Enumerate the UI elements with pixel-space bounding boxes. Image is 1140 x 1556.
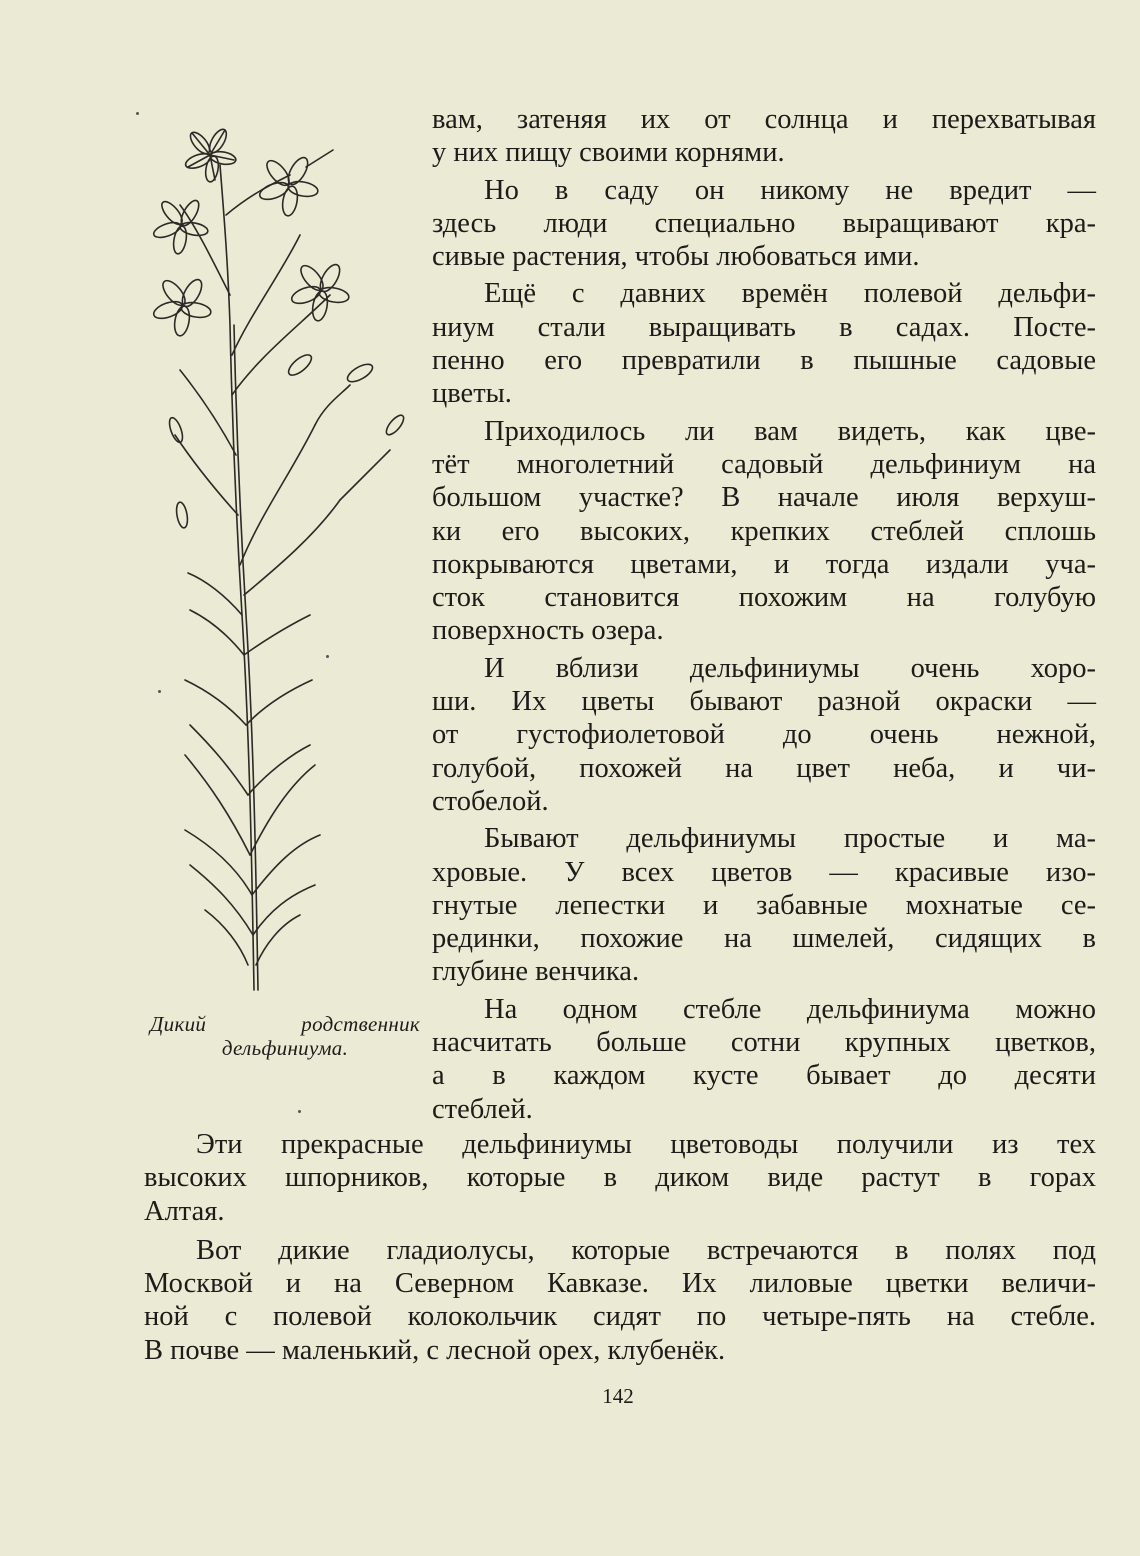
print-speck: [298, 1110, 301, 1113]
text-line: ной с полевой колокольчик сидят по четыре-пять на стебле.: [144, 1301, 1096, 1333]
paragraph: [144, 1234, 1096, 1367]
paragraph: [432, 174, 1096, 274]
text-line: цветы.: [432, 378, 512, 410]
paragraph: [432, 277, 1096, 410]
text-line: глубине венчика.: [432, 956, 640, 988]
paragraph: [432, 822, 1096, 988]
text-line: голубой, похожей на цвет неба, и чи-: [432, 752, 1096, 784]
text-line: стобелой.: [432, 785, 549, 817]
text-line: тёт многолетний садовый дельфиниум на: [432, 448, 1096, 480]
text-line: хровые. У всех цветов — красивые изо-: [432, 856, 1096, 888]
text-line: Ещё с давних времён полевой дельфи-: [484, 278, 1096, 310]
print-speck: [326, 655, 329, 658]
text-line: гнутые лепестки и забавные мохнатые се-: [432, 889, 1096, 921]
paragraph: [432, 103, 1096, 170]
print-speck: [158, 690, 161, 693]
text-line: покрываются цветами, и тогда издали уча-: [432, 548, 1096, 580]
text-line: На одном стебле дельфиниума можно: [484, 993, 1096, 1025]
text-line: от густофиолетовой до очень нежной,: [432, 719, 1096, 751]
text-line: В почве — маленький, с лесной орех, клубенёк.: [144, 1334, 726, 1366]
text-line: сивые растения, чтобы любоваться ими.: [432, 241, 920, 273]
text-line: Эти прекрасные дельфиниумы цветоводы получили из тех: [196, 1129, 1096, 1160]
text-line: вам, затеняя их от солнца и перехватывая: [432, 104, 1096, 135]
text-line: ки его высоких, крепких стеблей сплошь: [432, 515, 1096, 547]
wild-larkspur-illustration: [140, 95, 420, 1000]
text-line: Вот дикие гладиолусы, которые встречаются в полях под: [196, 1234, 1096, 1266]
illustration-caption: [150, 1012, 420, 1060]
print-speck: [136, 112, 139, 115]
text-line: Москвой и на Северном Кавказе. Их лиловые цветки величи-: [144, 1268, 1096, 1300]
text-line: поверхность озера.: [432, 615, 664, 647]
text-line: Алтая.: [144, 1195, 225, 1227]
text-line: Бывают дельфиниумы простые и ма-: [484, 823, 1096, 855]
paragraph: [144, 1128, 1096, 1228]
text-line: высоких шпорников, которые в диком виде растут в горах: [144, 1162, 1096, 1194]
text-line: здесь люди специально выращивают кра-: [432, 207, 1096, 239]
paragraph: [432, 652, 1096, 818]
text-line: рединки, похожие на шмелей, сидящих в: [432, 923, 1096, 955]
text-line: большом участке? В начале июля верхуш-: [432, 482, 1096, 514]
text-line: Приходилось ли вам видеть, как цве-: [484, 415, 1096, 447]
text-column: [432, 103, 1096, 1126]
text-line: Но в саду он никому не вредит —: [484, 174, 1096, 206]
text-line: ши. Их цветы бывают разной окраски —: [432, 686, 1096, 718]
paragraph: [432, 415, 1096, 648]
text-line: а в каждом кусте бывает до десяти: [432, 1060, 1096, 1092]
full-width-text: [144, 1128, 1096, 1367]
text-line: у них пищу своими корнями.: [432, 137, 785, 169]
text-line: насчитать больше сотни крупных цветков,: [432, 1027, 1096, 1059]
text-line: сток становится похожим на голубую: [432, 582, 1096, 614]
caption-line: Дикий родственник: [150, 1012, 420, 1036]
text-line: стеблей.: [432, 1093, 533, 1125]
text-line: пенно его превратили в пышные садовые: [432, 345, 1096, 377]
paragraph: [432, 993, 1096, 1126]
page-number: 142: [602, 1384, 634, 1408]
caption-line: дельфиниума.: [221, 1036, 349, 1060]
text-line: ниум стали выращивать в садах. Посте-: [432, 311, 1096, 343]
text-line: И вблизи дельфиниумы очень хоро-: [484, 652, 1096, 684]
